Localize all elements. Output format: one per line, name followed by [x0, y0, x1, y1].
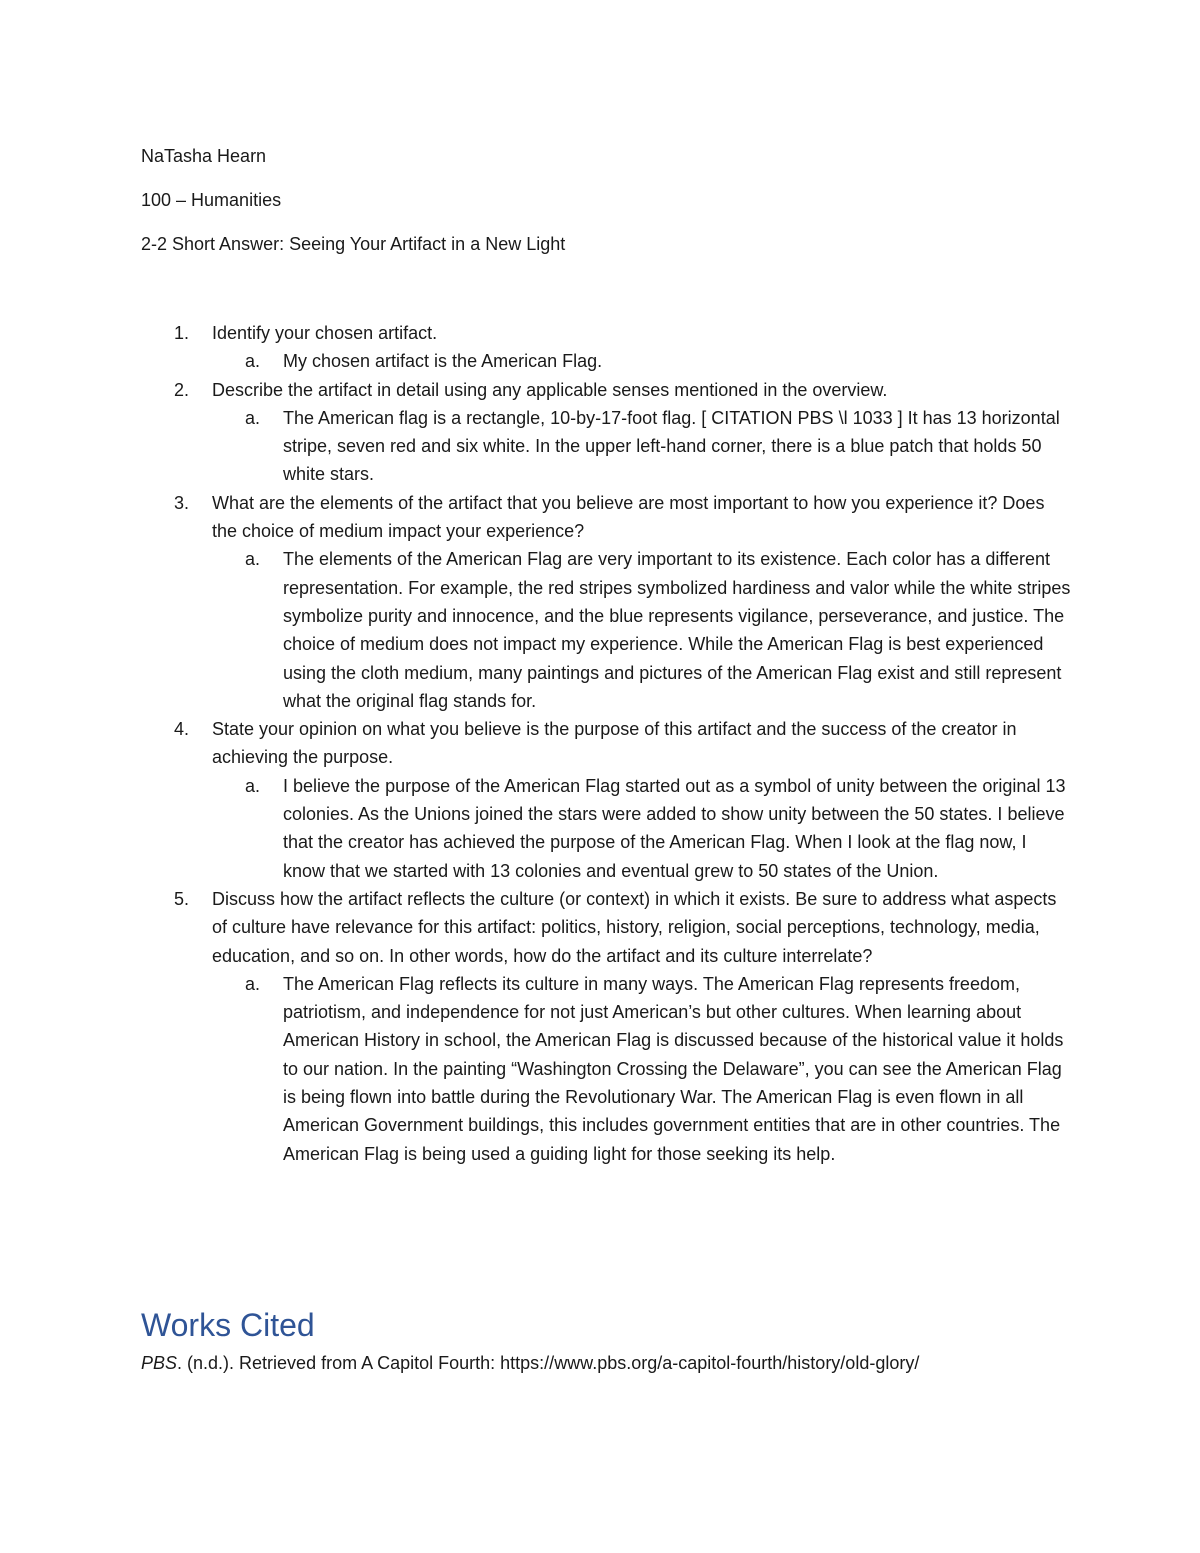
- answer-letter: a.: [245, 973, 261, 994]
- author-name: NaTasha Hearn: [141, 146, 267, 166]
- question-list: [141, 319, 1071, 1168]
- question-text: State your opinion on what you believe is the purpose of this artifact and the success of the creator in achieving the purpose.: [212, 719, 1017, 768]
- answer-text: The elements of the American Flag are very important to its existence. Each color has a different representation. For example, the red stripes symbolized hardiness and valor while the white stripes symbolize purity and innocence, and the blue represents vigilance, perseverance, and justice. The choice of medium does not impact my experience. While the American Flag is best experienced using the cloth medium, many paintings and pictures of the American Flag exist and still represent what the original flag stands for.: [283, 549, 1071, 711]
- answer-item: [212, 404, 1071, 489]
- answer-item: [212, 545, 1071, 715]
- answer-item: [212, 347, 1071, 375]
- answer-text: I believe the purpose of the American Flag started out as a symbol of unity between the original 13 colonies. As the Unions joined the stars were added to show unity between the 50 states. I believe that the creator has achieved the purpose of the American Flag. When I look at the flag now, I know that we started with 13 colonies and eventual grew to 50 states of the Union.: [283, 775, 1066, 881]
- answer-item: [212, 970, 1071, 1168]
- assignment-title: 2-2 Short Answer: Seeing Your Artifact in a New Light: [141, 234, 566, 254]
- question-number: 3.: [174, 492, 190, 513]
- question-text: Discuss how the artifact reflects the culture (or context) in which it exists. Be sure to address what aspects of culture have relevance for this artifact: politics, history, religion, social perceptions, technology, media, education, and so on. In other words, how do the artifact and its culture interrelate?: [212, 888, 1057, 966]
- citation-source: PBS: [141, 1353, 178, 1373]
- citation-entry: [141, 1349, 919, 1377]
- answer-text: My chosen artifact is the American Flag.: [283, 351, 603, 372]
- citation-details: . (n.d.). Retrieved from A Capitol Fourth: https://www.pbs.org/a-capitol-fourth/history/old-glory/: [177, 1353, 920, 1373]
- question-item: [141, 489, 1071, 715]
- question-number: 1.: [174, 323, 190, 343]
- question-number: 4.: [174, 719, 190, 740]
- question-item: [141, 885, 1071, 1168]
- works-cited-heading: Works Cited: [141, 1307, 315, 1343]
- answer-item: [212, 772, 1071, 885]
- question-item: [141, 319, 1071, 376]
- answer-letter: a.: [245, 407, 261, 428]
- course-name: 100 – Humanities: [141, 190, 282, 210]
- question-number: 2.: [174, 379, 190, 400]
- answer-letter: a.: [245, 549, 261, 570]
- question-text: Describe the artifact in detail using any applicable senses mentioned in the overview.: [212, 379, 888, 400]
- question-item: [141, 715, 1071, 885]
- answer-letter: a.: [245, 775, 261, 796]
- answer-letter: a.: [245, 351, 261, 372]
- question-number: 5.: [174, 888, 190, 909]
- answer-text: The American flag is a rectangle, 10-by-17-foot flag. [ CITATION PBS \l 1033 ] It has 13 horizontal stripe, seven red and six white. In the upper left-hand corner, there is a blue patch that holds 50 white stars.: [283, 407, 1060, 485]
- question-text: Identify your chosen artifact.: [212, 323, 438, 343]
- answer-text: The American Flag reflects its culture in many ways. The American Flag represents freedom, patriotism, and independence for not just American’s but other cultures. When learning about American History in school, the American Flag is discussed because of the historical value it holds to our nation. In the painting “Washington Crossing the Delaware”, you can see the American Flag is being flown into battle during the Revolutionary War. The American Flag is even flown in all American Government buildings, this includes government entities that are in other countries. The American Flag is being used a guiding light for those seeking its help.: [283, 973, 1064, 1164]
- question-text: What are the elements of the artifact that you believe are most important to how you experience it? Does the choice of medium impact your experience?: [212, 492, 1045, 542]
- question-item: [141, 376, 1071, 489]
